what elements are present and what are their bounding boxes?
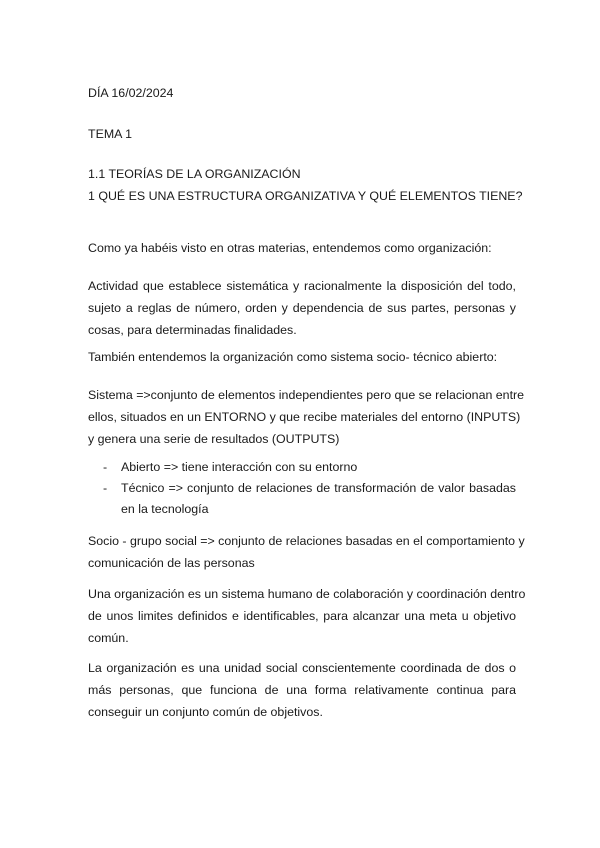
organizacion-paragraph xyxy=(88,583,526,649)
definition-paragraph xyxy=(88,275,516,341)
bullet-dash: - xyxy=(103,481,108,495)
unidad-social-line: La organización es una unidad social conscientemente coordinada de dos o xyxy=(88,661,516,675)
date-heading: DÍA 16/02/2024 xyxy=(88,86,174,100)
intro-paragraph: Como ya habéis visto en otras materias, entendemos como organización: xyxy=(88,241,492,255)
bullet-text: en la tecnología xyxy=(121,502,209,516)
sistema-paragraph xyxy=(88,384,525,450)
socio-line: Socio - grupo social => conjunto de relaciones basadas en el comportamiento y xyxy=(88,534,525,548)
socio-paragraph xyxy=(88,530,525,574)
organizacion-line: Una organización es un sistema humano de colaboración y coordinación dentro xyxy=(88,587,526,601)
definition-line: cosas, para determinadas finalidades. xyxy=(88,323,297,337)
question-heading: 1 QUÉ ES UNA ESTRUCTURA ORGANIZATIVA Y QUÉ ELEMENTOS TIENE? xyxy=(88,189,523,203)
section-heading: 1.1 TEORÍAS DE LA ORGANIZACIÓN xyxy=(88,167,301,181)
sistema-line: y genera una serie de resultados (OUTPUTS) xyxy=(88,432,340,446)
definition-line: sujeto a reglas de número, orden y dependencia de sus partes, personas y xyxy=(88,301,516,315)
socio-line: comunicación de las personas xyxy=(88,556,255,570)
bullet-list xyxy=(88,457,516,520)
unidad-social-paragraph xyxy=(88,657,516,723)
organizacion-line: de unos limites definidos e identificables, para alcanzar una meta u objetivo xyxy=(88,609,516,623)
unidad-social-line: conseguir un conjunto común de objetivos. xyxy=(88,705,323,719)
list-item xyxy=(88,457,516,478)
definition-line: Actividad que establece sistemática y racionalmente la disposición del todo, xyxy=(88,279,516,293)
sistema-line: ellos, situados en un ENTORNO y que recibe materiales del entorno (INPUTS) xyxy=(88,410,521,424)
list-item xyxy=(88,478,516,520)
bullet-text: Abierto => tiene interacción con su entorno xyxy=(121,460,358,474)
organizacion-line: común. xyxy=(88,631,129,645)
socio-tecnico-intro: También entendemos la organización como sistema socio- técnico abierto: xyxy=(88,350,498,364)
topic-heading: TEMA 1 xyxy=(88,127,133,141)
sistema-line: Sistema =>conjunto de elementos independientes pero que se relacionan entre xyxy=(88,388,525,402)
unidad-social-line: más personas, que funciona de una forma relativamente continua para xyxy=(88,683,516,697)
bullet-dash: - xyxy=(103,460,108,474)
bullet-text: Técnico => conjunto de relaciones de transformación de valor basadas xyxy=(121,481,516,495)
